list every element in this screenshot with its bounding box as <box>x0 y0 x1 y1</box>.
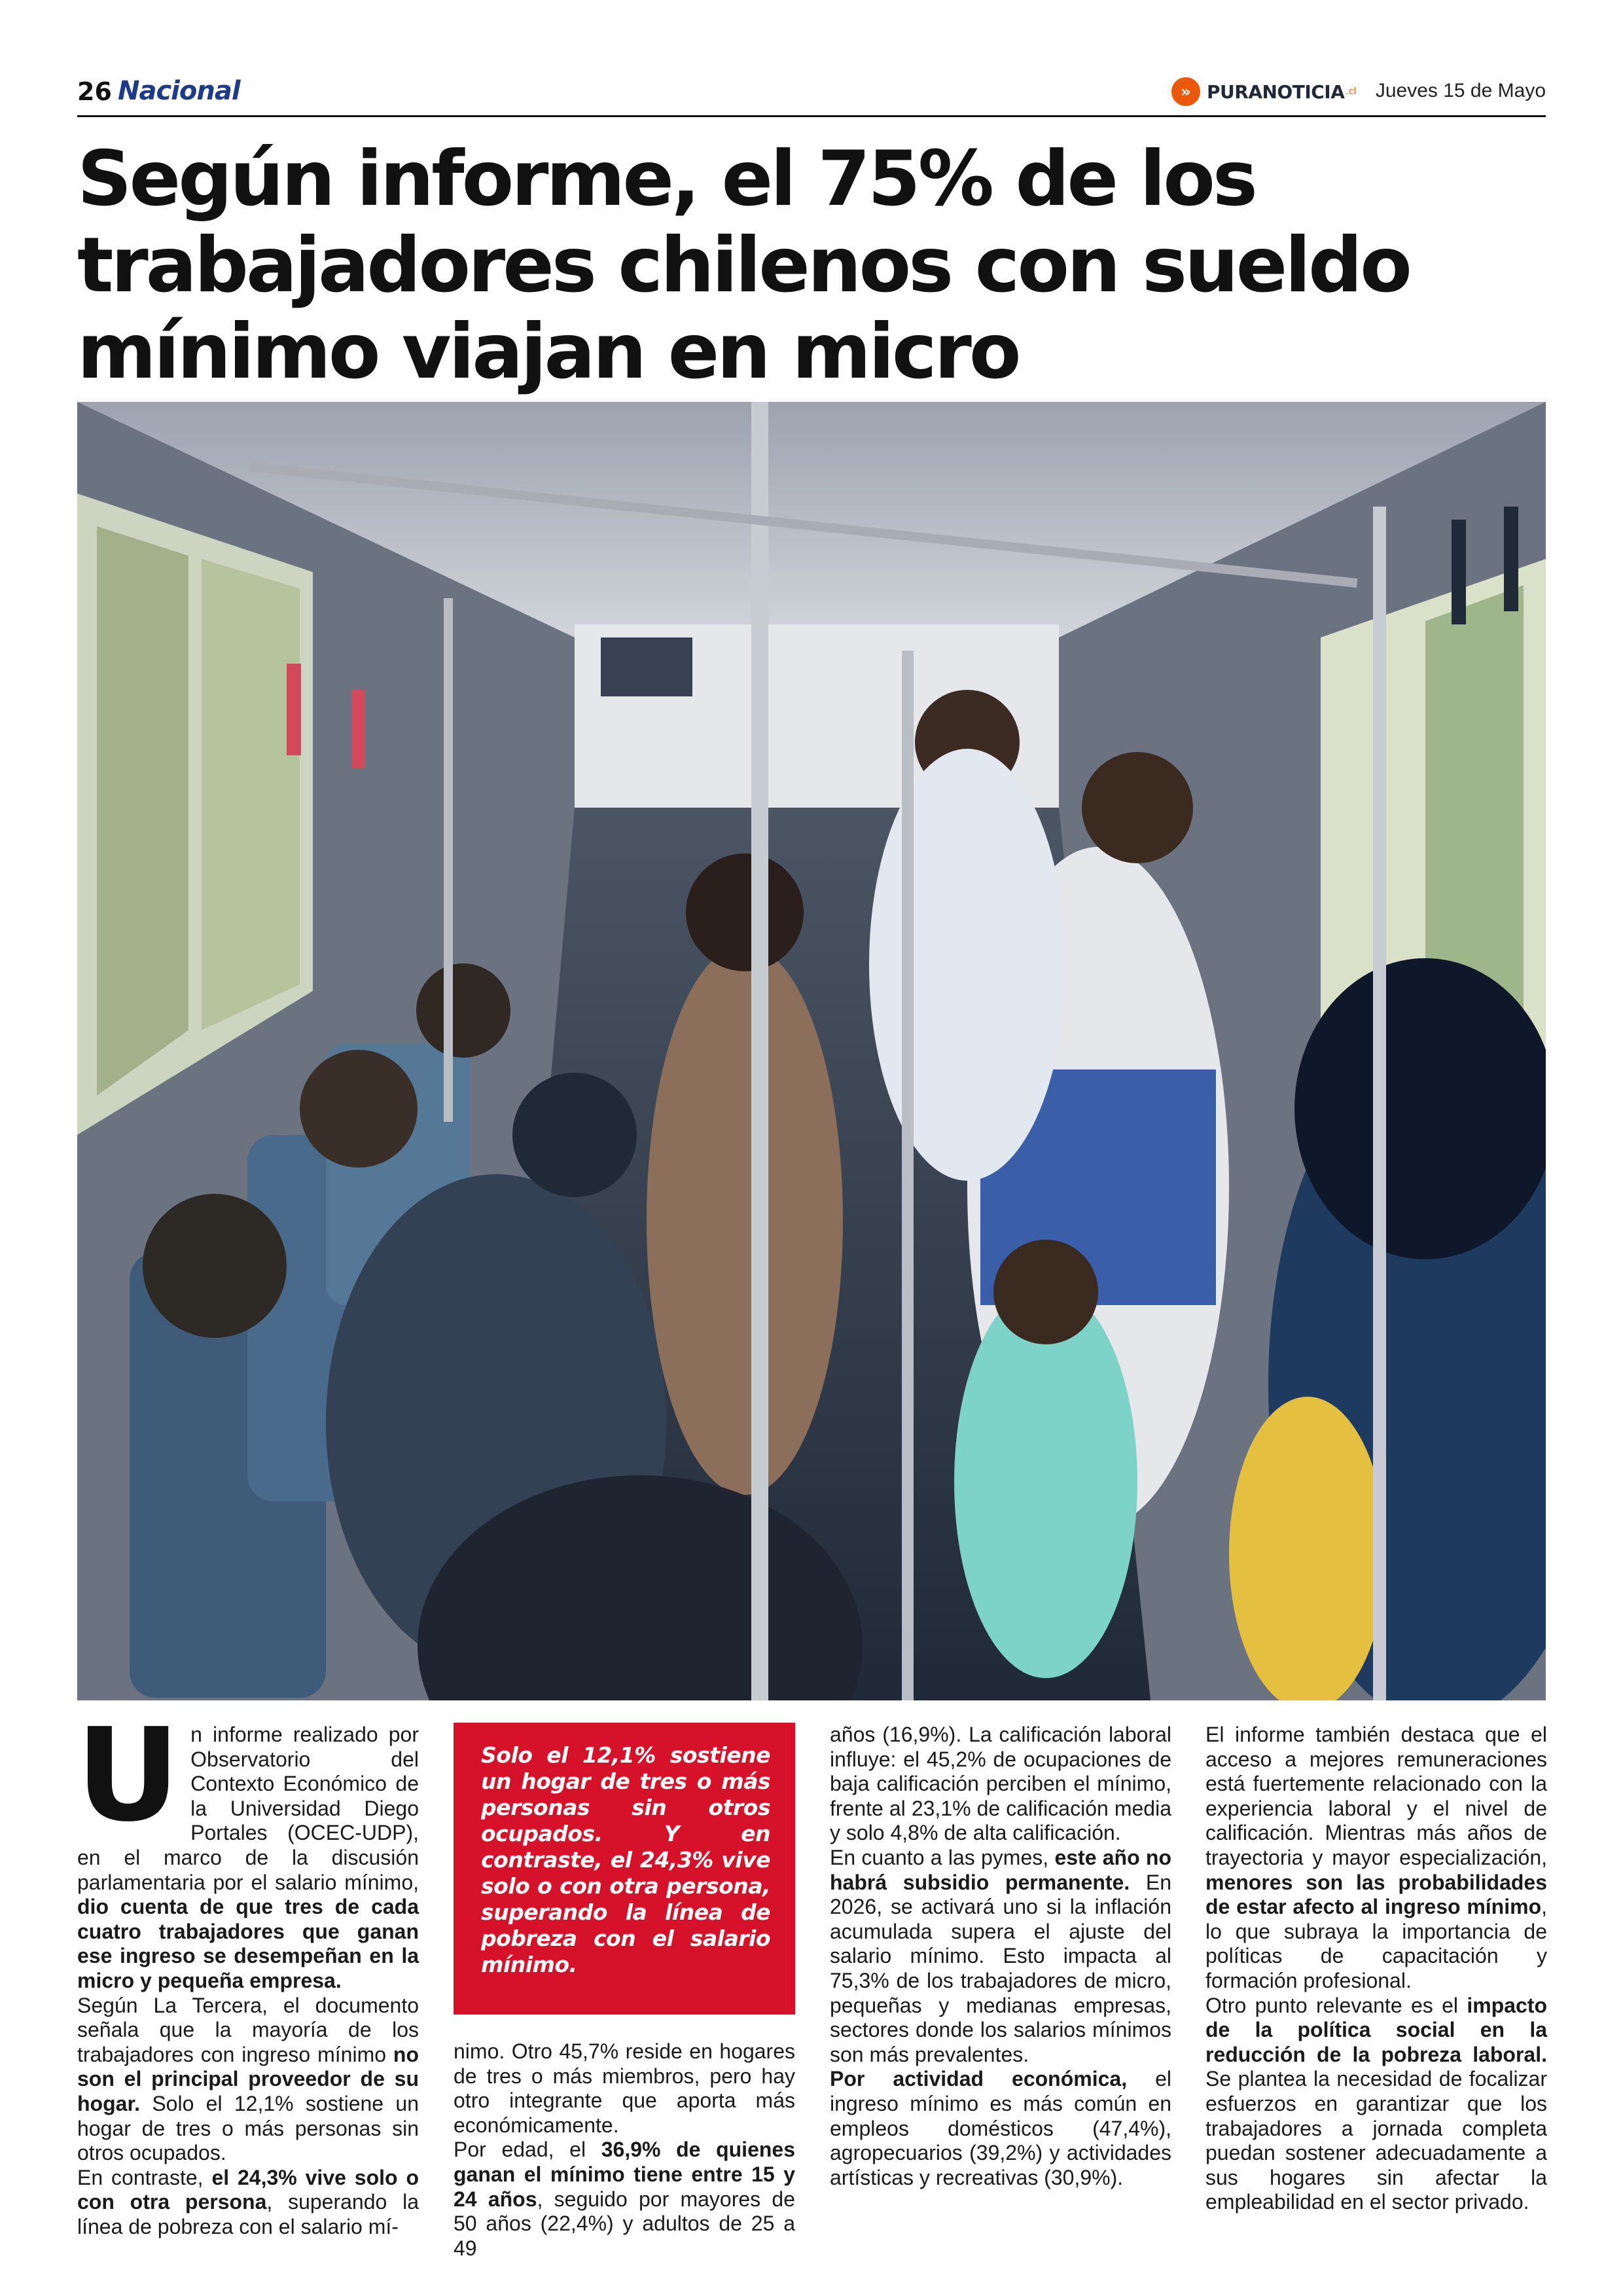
article-column-3 <box>830 1723 1171 2190</box>
issue-date: Jueves 15 de Mayo <box>1375 80 1546 101</box>
headline-line-2: trabajadores chilenos con sueldo <box>77 221 1410 310</box>
col2-p2-text: Por edad, el <box>454 2138 601 2162</box>
col3-p2-bold: este año no habrá subsidio permanente. <box>830 1845 1172 1894</box>
col1-p1-text: n informe realizado por Observatorio del Contexto Económico de la Universidad Diego Portales (OCEC-UDP), en el marco de la discusión parlamentaria por el salario mínimo, <box>77 1723 419 1894</box>
page-number: 26 <box>77 77 112 106</box>
article-column-4 <box>1205 1723 1547 2215</box>
col4-p2-bold: impacto de la política social en la reducción de la pobreza laboral. <box>1205 1993 1547 2066</box>
col2-paragraph-1: nimo. Otro 45,7% reside en hogares de tres o más miembros, pero hay otro integrante que aporta más económicamente. <box>454 2039 795 2137</box>
col3-p2-text-end: En 2026, se activará uno si la inflación acumulada supera el ajuste del salario mínimo. Esto impacta al 75,3% de los trabajadores de micro, pequeñas y medianas empresas, sectores donde los salarios mínimos son más prevalentes. <box>830 1870 1171 2066</box>
col2-text-block <box>454 2039 795 2261</box>
drop-cap: U <box>76 1701 181 1850</box>
col1-p3-text-end: , superando la línea de pobreza con el salario mí- <box>77 2190 419 2238</box>
col1-p3-bold: el 24,3% vive solo o con otra persona <box>77 2165 419 2214</box>
col2-p2-text-end: , seguido por mayores de 50 años (22,4%) y adultos de 25 a 49 <box>454 2187 796 2260</box>
col4-paragraph-2 <box>1205 1994 1547 2215</box>
col3-paragraph-1: años (16,9%). La calificación laboral influye: el 45,2% de ocupaciones de baja calificación perciben el mínimo, frente al 23,1% de calificación media y solo 4,8% de alta calificación. <box>830 1723 1171 1845</box>
col1-p2-text: Según La Tercera, el documento señala que la mayoría de los trabajadores con ingreso mínimo <box>77 1993 419 2066</box>
article-column-1 <box>76 1701 419 2239</box>
brand-arrows-icon: » <box>1171 77 1200 106</box>
col2-p2-bold: 36,9% de quienes ganan el mínimo tiene entre 15 y 24 años <box>454 2138 796 2211</box>
col3-p2-text: En cuanto a las pymes, <box>830 1845 1055 1869</box>
col1-p2-text-end: Solo el 12,1% sostiene un hogar de tres o más personas sin otros ocupados. <box>77 2091 419 2165</box>
brand-suffix: .cl <box>1346 86 1357 97</box>
bus-photo-illustration <box>77 402 1546 1700</box>
article-column-2 <box>454 1723 795 2261</box>
col3-p3-text: el ingreso mínimo es más común en empleos domésticos (47,4%), agropecuarios (39,2%) y actividades artísticas y recreativas (30,9%). <box>830 2067 1172 2189</box>
headline-line-1: Según informe, el 75% de los <box>77 135 1255 223</box>
col2-paragraph-2 <box>454 2138 795 2261</box>
pull-quote: Solo el 12,1% sostiene un hogar de tres o más personas sin otros ocupados. Y en contraste, el 24,3% vive solo o con otra persona, superando la línea de pobreza con el salario mínimo. <box>454 1723 795 2015</box>
col1-paragraph-2 <box>77 1994 419 2166</box>
col4-p2-text-end: Se plantea la necesidad de focalizar esfuerzos en garantizar que los trabajadores a jornada completa puedan sostener adecuadamente a sus hogares sin afectar la empleabilidad en el sector privado. <box>1205 2067 1547 2214</box>
brand-name: PURANOTICIA <box>1207 81 1345 103</box>
col1-paragraph-3 <box>77 2166 419 2240</box>
col3-p3-bold: Por actividad económica, <box>830 2067 1128 2091</box>
col4-p1-text: El informe también destaca que el acceso a mejores remuneraciones está fuertemente relacionado con la experiencia laboral y el nivel de calificación. Mientras más años de trayectoria y mayor especialización, <box>1205 1723 1547 1869</box>
col4-paragraph-1 <box>1205 1723 1547 1994</box>
brand-logo <box>1171 77 1356 106</box>
article-headline <box>77 136 1452 395</box>
col3-paragraph-3 <box>830 2067 1171 2190</box>
col1-p3-text: En contraste, <box>77 2165 212 2189</box>
col1-p2-bold: no son el principal proveedor de su hogar. <box>77 2042 419 2115</box>
col4-p2-text: Otro punto relevante es el <box>1205 1993 1467 2017</box>
bus-interior-photo <box>77 402 1546 1700</box>
section-label: Nacional <box>118 76 240 106</box>
col3-paragraph-2 <box>830 1846 1171 2067</box>
col4-p1-bold: menores son las probabilidades de estar afecto al ingreso mínimo <box>1205 1870 1547 1919</box>
col1-p1-bold: dio cuenta de que tres de cada cuatro trabajadores que ganan ese ingreso se desempeñan en la micro y pequeña empresa. <box>77 1895 419 1992</box>
page-header <box>77 73 1546 117</box>
col4-p1-text-end: , lo que subraya la importancia de políticas de capacitación y formación profesional. <box>1205 1895 1547 1992</box>
headline-line-3: mínimo viajan en micro <box>77 308 1019 396</box>
